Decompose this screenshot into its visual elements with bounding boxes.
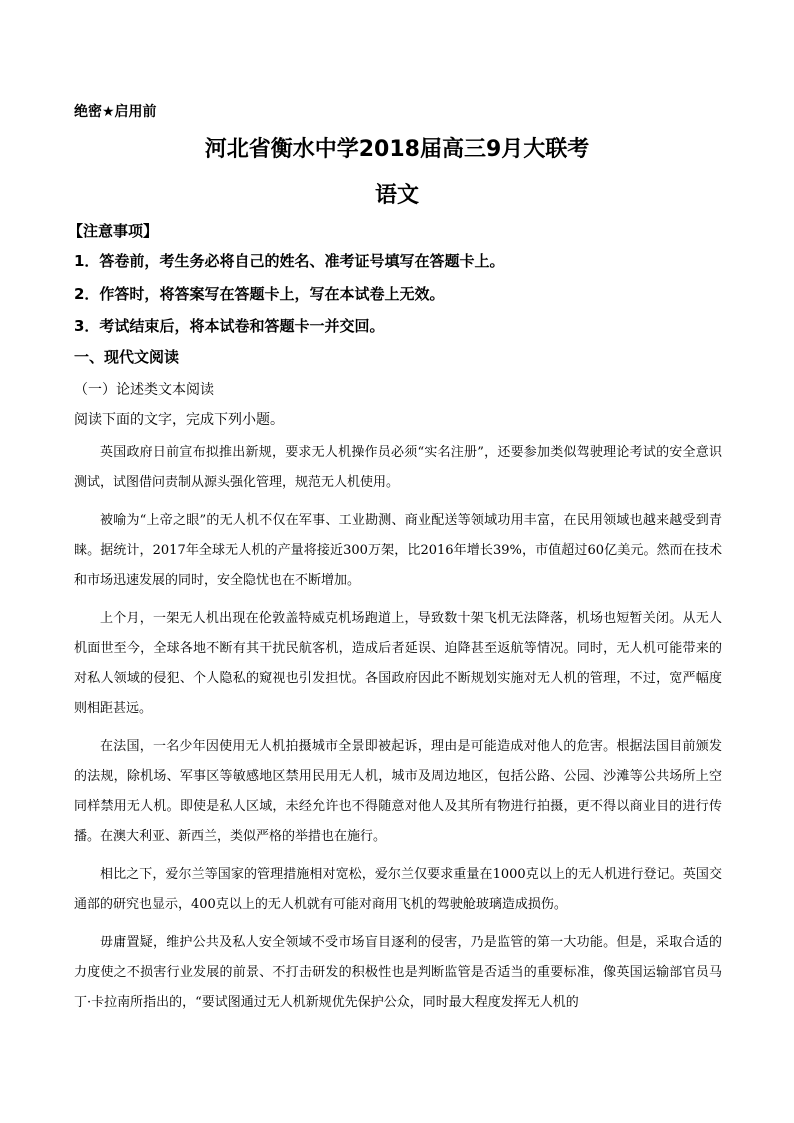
passage-paragraph: 相比之下，爱尔兰等国家的管理措施相对宽松，爱尔兰仅要求重量在1000克以上的无人机进行登记。英国交通部的研究也显示，400克以上的无人机就有可能对商用飞机的驾驶舱玻璃造成损伤。	[74, 867, 722, 912]
confidential-label: 绝密★启用前	[74, 104, 157, 120]
reading-instruction: 阅读下面的文字，完成下列小题。	[74, 412, 284, 428]
reading-passage	[74, 438, 722, 1018]
passage-paragraph: 在法国，一名少年因使用无人机拍摄城市全景即被起诉，理由是可能造成对他人的危害。根据法国目前颁发的法规，除机场、军事区等敏感地区禁用民用无人机，城市及周边地区，包括公路、公园、沙滩等公共场所上空同样禁用无人机。即使是私人区域，未经允许也不得随意对他人及其所有物进行拍摄，更不得以商业目的进行传播。在澳大利亚、新西兰，类似严格的举措也在施行。	[74, 739, 722, 844]
passage-paragraph: 英国政府日前宣布拟推出新规，要求无人机操作员必须“实名注册”，还要参加类似驾驶理论考试的安全意识测试，试图借问责制从源头强化管理，规范无人机使用。	[74, 445, 722, 490]
notice-heading: 【注意事项】	[68, 222, 159, 240]
exam-title: 河北省衡水中学2018届高三9月大联考	[204, 137, 590, 162]
notice-item-3: 3．考试结束后，将本试卷和答题卡一并交回。	[74, 317, 385, 335]
notice-item-2: 2．作答时，将答案写在答题卡上，写在本试卷上无效。	[74, 285, 445, 303]
passage-paragraph: 毋庸置疑，维护公共及私人安全领域不受市场盲目逐利的侵害，乃是监管的第一大功能。但是，采取合适的力度使之不损害行业发展的前景、不打击研发的积极性也是判断监管是否适当的重要标准，像英国运输部官员马丁·卡拉南所指出的，“要试图通过无人机新规优先保护公众，同时最大程度发挥无人机的	[74, 935, 722, 1010]
passage-paragraph: 被喻为“上帝之眼”的无人机不仅在军事、工业勘测、商业配送等领域功用丰富，在民用领域也越来越受到青睐。据统计，2017年全球无人机的产量将接近300万架，比2016年增长39%，市值超过60亿美元。然而在技术和市场迅速发展的同时，安全隐忧也在不断增加。	[74, 513, 722, 588]
notice-item-1: 1．答卷前，考生务必将自己的姓名、准考证号填写在答题卡上。	[74, 252, 505, 270]
section-heading: 一、现代文阅读	[74, 348, 180, 366]
subject-title: 语文	[374, 183, 419, 208]
section-subheading: （一）论述类文本阅读	[74, 382, 214, 398]
passage-paragraph: 上个月，一架无人机出现在伦敦盖特威克机场跑道上，导致数十架飞机无法降落，机场也短暂关闭。从无人机面世至今，全球各地不断有其干扰民航客机，造成后者延误、迫降甚至返航等情况。同时，无人机可能带来的对私人领域的侵犯、个人隐私的窥视也引发担忧。各国政府因此不断规划实施对无人机的管理，不过，宽严幅度则相距甚远。	[74, 611, 722, 716]
